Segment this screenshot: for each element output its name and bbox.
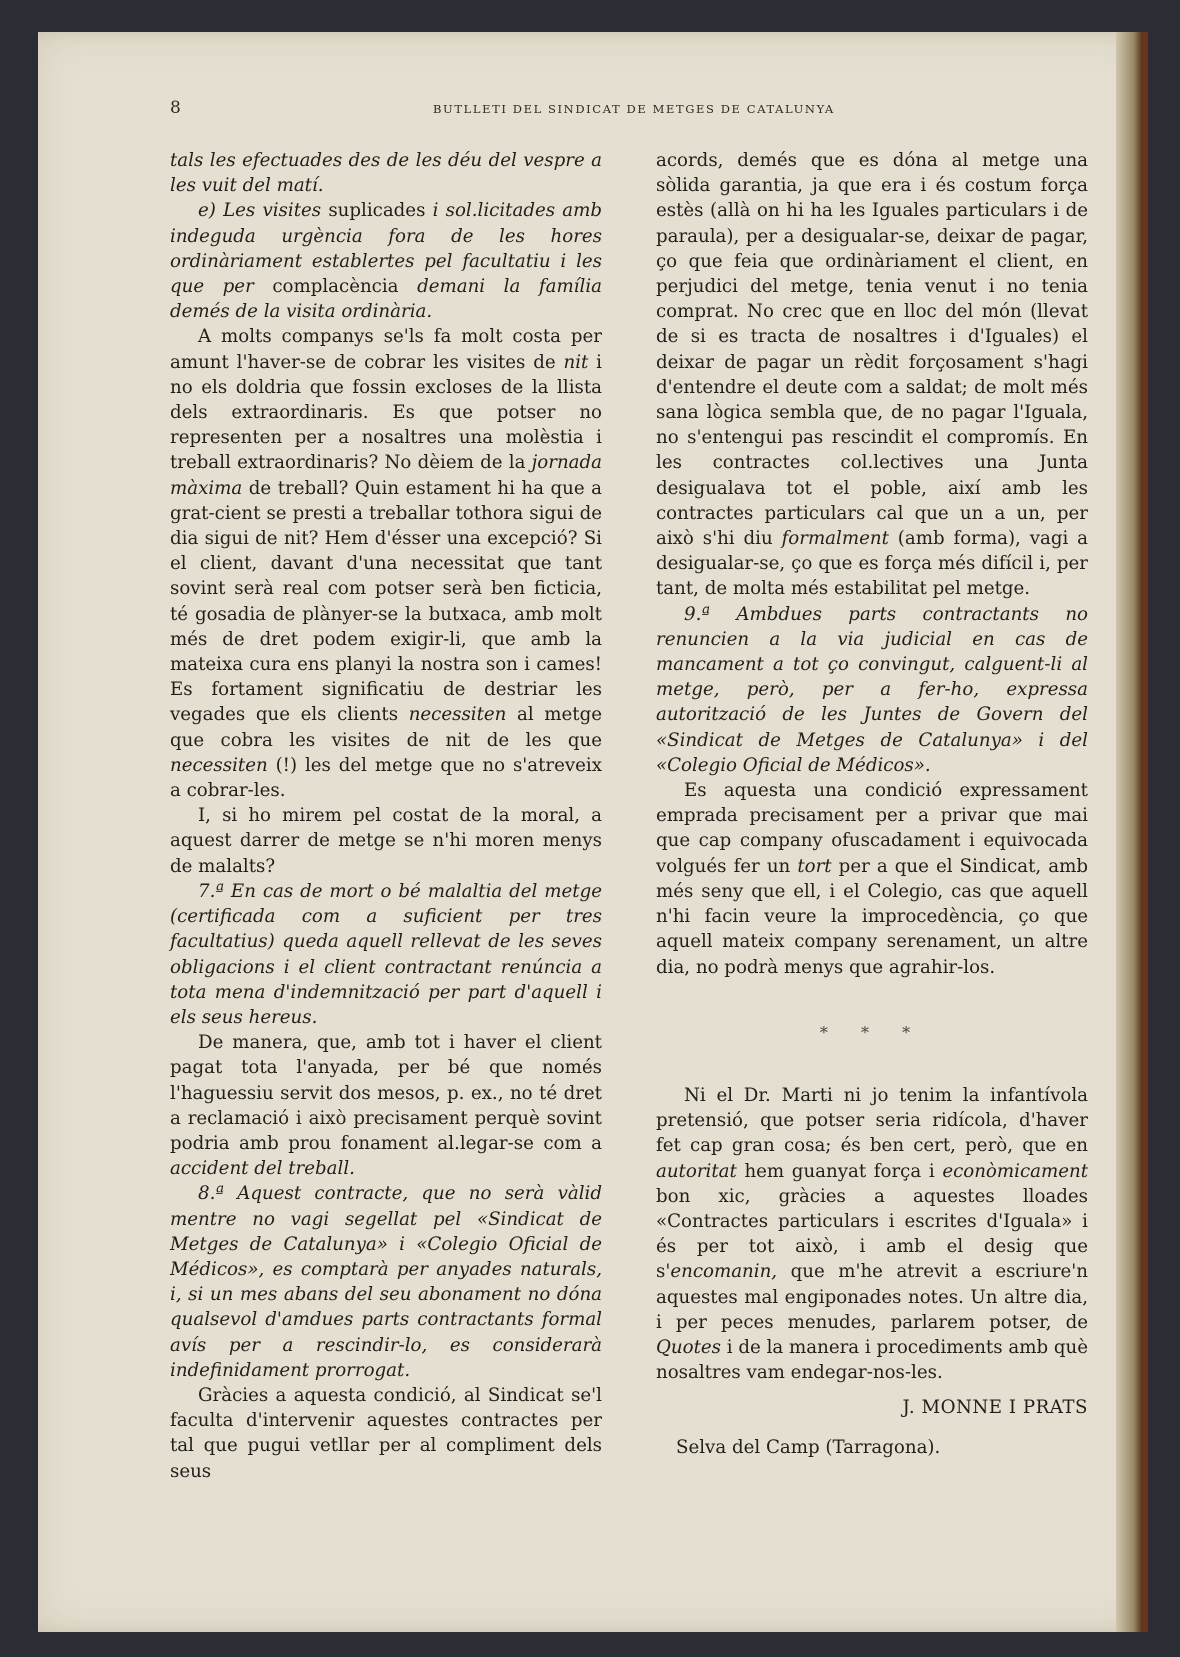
page-number: 8 [170,98,181,118]
italic-text: Les visites [223,200,322,222]
italic-text: Quotes [656,1336,721,1358]
paragraph [656,148,1088,602]
italic-text: econòmicament [942,1160,1088,1182]
paragraph: Gràcies a aquesta condició, al Sindicat se'l faculta d'intervenir aquestes contractes per tal que pugui vetllar per al compliment dels seus [170,1384,602,1482]
italic-text: tort [797,855,832,877]
italic-text: accident del treball. [170,1158,355,1180]
left-column [170,148,602,1484]
text: al metge que cobra les visites de nit de les que [170,704,602,751]
italic-text: encomanin, [670,1261,778,1283]
text: complacència [253,276,418,298]
text: hem guanyat força i [736,1160,943,1182]
text: per a que el Sindicat, amb més seny que ell, i el Colegio, cas que aquell n'hi facin veure la improcedència, ço que aquell mateix company serenament, un altre dia, no podrà menys que agrahir-los. [656,855,1088,978]
italic-text: Ambdues parts contractants no renuncien a la via judicial en cas de mancament a tot ço convingut, calguent-li al metge, però, per a fer-ho, expressa autorització de les Juntes de Govern del «Sindicat de Metges de Catalunya» i del «Colegio Oficial de Médicos». [656,603,1088,776]
italic-text: autoritat [656,1160,737,1182]
clause-number: 9.ª [684,603,710,625]
author-signature: J. MONNE I PRATS [902,1397,1088,1419]
italic-text: jornada màxima [170,452,602,499]
running-head: BUTLLETI DEL SINDICAT DE METGES DE CATALUNYA [433,102,835,116]
text: de treball? Quin estament hi ha que a grat-cient se presti a treballar tothora sigui de dia sigui de nit? Hem d'ésser una excepció? Si el client, davant d'una necessitat que tant sovint serà real com potser serà ben ficticia, té gosadia de plànyer-se la butxaca, amb molt més de dret podem exigir-li, que amb la mateixa cura ens planyi la nostra son i cames! Es fortament significatiu de destriar les vegades que els clients [170,477,602,726]
italic-text: demani la família demés de la visita ordinària. [170,276,602,323]
italic-text: tals les efectuades des de les déu del vespre a les vuit del matí. [170,150,602,197]
paragraph [170,1181,602,1383]
text: A molts companys se'ls fa molt costa per amunt l'haver-se de cobrar les visites de [170,326,602,373]
text: que m'he atrevit a escriure'n aquestes mal engiponades notes. Un altre dia, i per peces menudes, parlarem potser, de [656,1261,1088,1333]
paragraph [170,1030,602,1181]
paragraph [170,148,602,198]
text: Ni el Dr. Marti ni jo tenim la infantívola pretensió, que potser seria ridícola, d'haver fet cap gran cosa; és ben cert, però, que en [656,1084,1088,1157]
text: (!) les del metge que no s'atreveix a cobrar-les. [170,754,602,802]
italic-text: En cas de mort o bé malaltia del metge (certificada com a suficient per tres facultatius) queda aquell rellevat de les seves obligacions i el client contractant renúncia a tota mena d'indemnització per part d'aquell i els seus hereus. [170,880,602,1028]
italic-text: formalment [781,528,889,550]
paragraph [656,778,1088,980]
text: Es aquesta una condició expressament emprada precisament per a privar que mai que cap company ofuscadament i equivocada volgués fer un [656,780,1088,877]
section-separator: * * * [819,1022,925,1042]
paragraph [170,879,602,1030]
author-place: Selva del Camp (Tarragona). [676,1436,941,1458]
text: acords, demés que es dóna al metge una sòlida garantia, ja que era i és costum força estès (allà on hi ha les Iguales particulars i de paraula), per a desigualar-se, deixar de pagar, ço que feia que ordinàriament el client, en perjudici del metge, tenia venut i no tenia comprat. No crec que en lloc del món (llevat de si es tracta de nosaltres i d'Iguales) el deixar de pagar un rèdit forçosament s'hagi d'entendre el deute com a saldat; de molt més sana lògica sembla que, de no pagar l'Iguala, no s'entengui pas rescindit el compromís. En les contractes col.lectives una Junta desigualava tot el poble, així amb les contractes particulars cal que un a un, per això s'hi diu [656,150,1088,550]
text: De manera, que, amb tot i haver el client pagat tota l'anyada, per bé que només l'haguessiu servit dos mesos, p. ex., no té dret a reclamació i això precisament perquè sovint podria amb prou fonament al.legar-se com a [170,1032,602,1154]
italic-text: nit [563,351,589,373]
item-label: e) [198,200,216,222]
text: (amb forma), vagi a desigualar-se, ço que es força més difícil i, per tant, de molta més estabilitat pel metge. [656,528,1089,600]
italic-text: Aquest contracte, que no serà vàlid mentre no vagi segellat pel «Sindicat de Metges de Catalunya» i «Colegio Oficial de Médicos», es comptarà per anyades naturals, i, si un mes abans del seu abonament no dóna qualsevol d'amdues parts contractants formal avís per a rescindir-lo, es considerarà indefinidament prorrogat. [170,1183,602,1381]
paragraph [170,198,602,324]
italic-text: necessiten [408,704,507,726]
paragraph [656,1083,1088,1385]
text: suplicades [321,200,433,222]
clause-number: 8.ª [198,1183,224,1205]
clause-number: 7.ª [198,880,224,902]
paragraph [170,324,602,803]
text: i de la manera i procediments amb què nosaltres vam endegar-nos-les. [656,1336,1088,1384]
text: i no els doldria que fossin excloses de la llista dels extraordinaris. Es que potser no representen per a nosaltres una molèstia i treball extraordinaris? No dèiem de la [170,351,602,474]
right-column [656,148,1088,1460]
paragraph: I, si ho mirem pel costat de la moral, a aquest darrer de metge se n'hi moren menys de malalts? [170,805,602,877]
text: bon xic, gràcies a aquestes lloades «Contractes particulars i escrites d'Iguala» i és per tot això, i amb el desig que s' [656,1185,1088,1283]
book-spine [1116,32,1148,1632]
italic-text: i sol.licitades amb indeguda urgència fora de les hores ordinàriament establertes pel facultatiu i les que per [170,200,602,298]
page-header [38,98,1108,122]
italic-text: necessiten [170,754,268,776]
paragraph [656,602,1088,778]
